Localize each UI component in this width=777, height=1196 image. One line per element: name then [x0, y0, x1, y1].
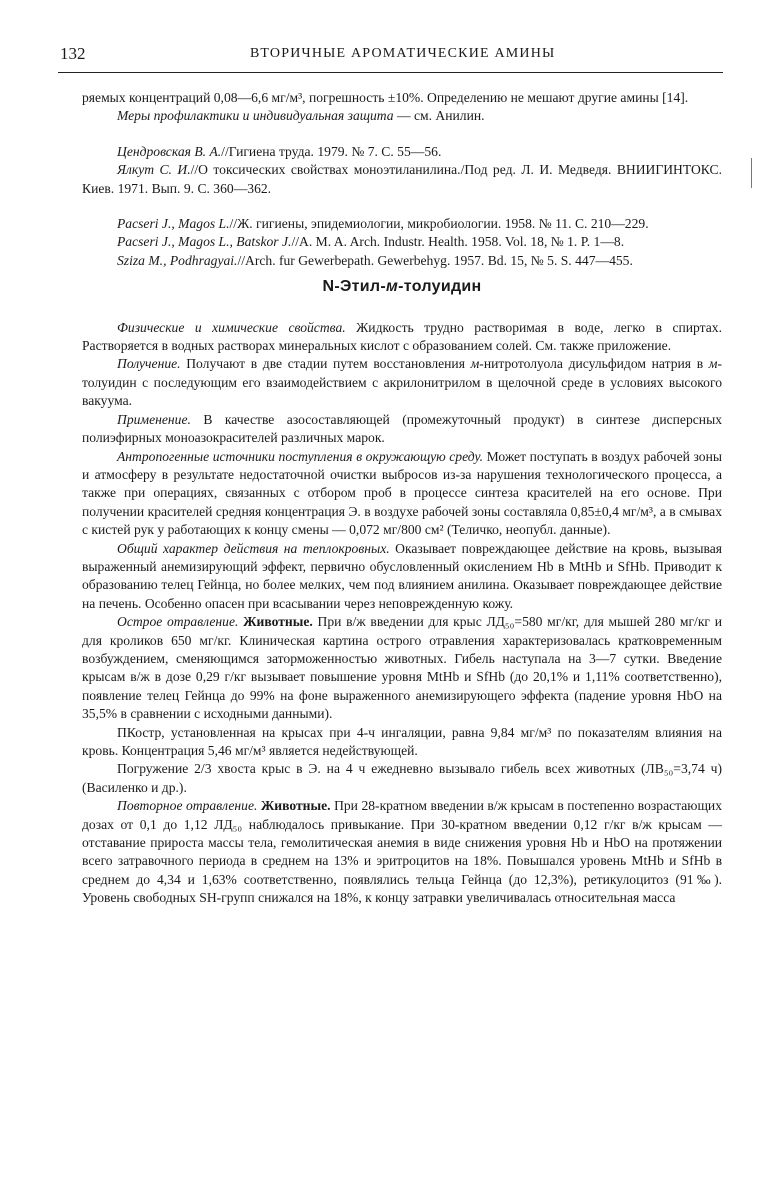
production-paragraph: Получение. Получают в две стадии путем восстановления м-нитротолуола дисульфидом натрия в м-толуидин с последующим его взаимодействием с акрилонитрилом в щелочной среде в условиях высокого вакуума.: [82, 356, 722, 409]
sources-paragraph: Антропогенные источники поступления в окружающую среду. Может поступать в воздух рабочей зоны и атмосферу в результате недостаточной очистки выбросов из-за нарушения технологического процесса, а также при операциях, связанных с отбором проб в процессе синтеза красителей на его основе. При получении красителей средняя концентрация Э. в воздухе рабочей зоны составляла 0,85±0,4 мг/м³, а в смывах с кистей рук у работающих к концу смены — 0,072 мг/800 см² (Теличко, неопубл. данные).: [82, 448, 722, 538]
continued-paragraph: ряемых концентраций 0,08—6,6 мг/м³, погрешность ±10%. Определению не мешают другие амины [14].: [82, 90, 689, 105]
page-number: 132: [60, 44, 86, 63]
page-body: [82, 89, 722, 908]
application-paragraph: Применение. В качестве азосоставляющей (промежуточный продукт) в синтезе дисперсных полиэфирных моноазокрасителей различных марок.: [82, 411, 722, 446]
acute-poisoning-paragraph: Острое отравление. Животные. При в/ж введении для крыс ЛД₅₀=580 мг/кг, для мышей 280 мг/кг и для кроликов 650 мг/кг. Клиническая картина острого отравления характеризовалась кратковременным возбуждением, сменяющимся заторможенностью животных. Гибель наступала на 3—7 сутки. Введение крысам в/ж в дозе 0,29 г/кг вызывает повышение уровня MtHb и SfHb (до 20,1% и 1,11% соответственно), появление телец Гейнца до 99% на фоне выраженного анемизирующего эффекта (падение уровня HbO на 35,5% в сравнении с исходными данными).: [82, 614, 722, 722]
general-action-paragraph: Общий характер действия на теплокровных. Оказывает повреждающее действие на кровь, вызывая выраженный анемизирующий эффект, первично обусловленный окислением Hb в MtHb и SfHb. Приводит к образованию телец Гейнца, но более мелких, чем под влиянием анилина. Оказывает повреждающее действие на печень. Особенно опасен при всасывании через неповрежденную кожу.: [82, 540, 722, 611]
reference-item: Pacseri J., Magos L., Batskor J.//A. M. A. Arch. Industr. Health. 1958. Vol. 18, № 1. P. 1—8.: [117, 234, 625, 250]
reference-item: Pacseri J., Magos L.//Ж. гигиены, эпидемиологии, микробиологии. 1958. № 11. С. 210—229.: [117, 216, 649, 232]
threshold-paragraph: ПКостр, установленная на крысах при 4-ч ингаляции, равна 9,84 мг/м³ по показателям влияния на кровь. Концентрация 5,46 мг/м³ является недействующей.: [82, 724, 722, 758]
reference-item: Цендровская В. А.//Гигиена труда. 1979. № 7. С. 55—56.: [117, 143, 442, 159]
header-rule: [58, 72, 723, 73]
page-header: [60, 42, 720, 68]
running-title: ВТОРИЧНЫЕ АРОМАТИЧЕСКИЕ АМИНЫ: [250, 46, 556, 61]
article-title: N-Этил-м-толуидин: [322, 278, 482, 296]
immersion-paragraph: Погружение 2/3 хвоста крыс в Э. на 4 ч ежедневно вызывало гибель всех животных (ЛВ₅₀=3,74 ч) (Василенко и др.).: [82, 761, 722, 795]
reference-item: Ялкут С. И.//О токсических свойствах моноэтиланилина./Под ред. Л. И. Медведя. ВНИИГИНТОКС. Киев. 1971. Вып. 9. С. 360—362.: [82, 162, 722, 196]
prevention-paragraph: Меры профилактики и индивидуальная защита — см. Анилин.: [117, 108, 485, 124]
physical-properties-paragraph: Физические и химические свойства. Жидкость трудно растворимая в воде, легко в спиртах. Растворяется в водных растворах минеральных кислот с образованием солей. См. также приложение.: [82, 319, 722, 354]
margin-mark: [751, 158, 752, 188]
repeated-poisoning-paragraph: Повторное отравление. Животные. При 28-кратном введении в/ж крысам в постепенно возрастающих дозах от 0,1 до 1,12 ЛД₅₀ наблюдалось привыкание. При 30-кратном введении 0,12 г/кг в/ж крысам — отставание прироста массы тела, гемолитическая анемия в виде снижения уровня Hb и HbO на протяжении всего затравочного периода в среднем на 13% и эритроцитов на 18%. Повышался уровень MtHb и SfHb в среднем до 4,34 и 1,63% соответственно, появлялись тельца Гейнца (до 12,3%), ретикулоцитоз (91‰). Уровень свободных SH-групп снижался на 18%, к концу затравки увеличивалась относительная масса: [82, 798, 723, 906]
reference-item: Sziza M., Podhragyai.//Arch. fur Gewerbepath. Gewerbehyg. 1957. Bd. 15, № 5. S. 447—455.: [117, 252, 633, 268]
